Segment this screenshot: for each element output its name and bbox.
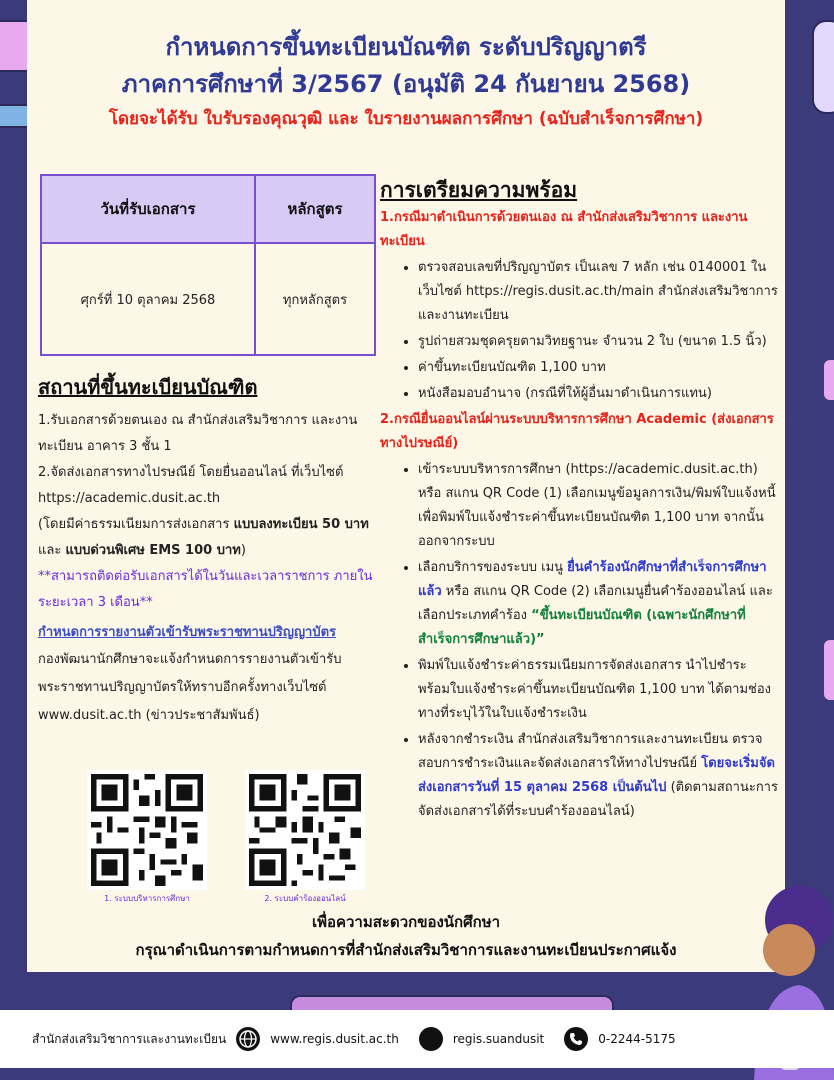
case2-list [380, 458, 778, 824]
item2-b: หรือ สแกน QR Code (2) เลือกเมนูยื่นคำร้องออนไลน์ และเลือกประเภทคำร้อง [418, 584, 773, 623]
list-item [418, 556, 778, 652]
fee-suffix: ) [240, 543, 246, 558]
decor-right-top [812, 20, 834, 114]
fee-registered: แบบลงทะเบียน 50 บาท [233, 517, 369, 532]
footer-line1: เพื่อความสะดวกของนักศึกษา [311, 913, 501, 931]
title-line1: กำหนดการขึ้นทะเบียนบัณฑิต ระดับปริญญาตรี [165, 33, 647, 61]
location-title: สถานที่ขึ้นทะเบียนบัณฑิต [38, 375, 258, 399]
website-link[interactable]: www.regis.dusit.ac.th [270, 1032, 399, 1046]
footer-line2: กรุณาดำเนินการตามกำหนดการที่สำนักส่งเสริมวิชาการและงานทะเบียนประกาศแจ้ง [135, 941, 677, 959]
facebook-icon: f [419, 1027, 443, 1051]
qr-academic [87, 770, 207, 905]
list-item: • หนังสือมอบอำนาจ (กรณีที่ให้ผู้อื่นมาดำเนินการแทน) [418, 382, 778, 406]
item4-b: (ติดตามสถานะการจัดส่งเอกสารได้ที่ระบบคำร้องออนไลน์) [418, 780, 778, 819]
title-line3: โดยจะได้รับ ใบรับรองคุณวุฒิ และ ใบรายงานผลการศึกษา (ฉบับสำเร็จการศึกษา) [108, 109, 704, 129]
list-item: • เข้าระบบบริหารการศึกษา (https://academic.dusit.ac.th) หรือ สแกน QR Code (1) เลือกเมนูข้อมูลการเงิน/พิมพ์ใบแจ้งหนี้ เพื่อพิมพ์ใบแจ้งชำระค่าขึ้นทะเบียนบัณฑิต 1,100 บาท จากนั้นออกจากระบบ [418, 458, 778, 554]
case1-title: 1.กรณีมาดำเนินการด้วยตนเอง ณ สำนักส่งเสริมวิชาการ และงานทะเบียน [380, 210, 748, 249]
item4-date: โดยจะเริ่มจัดส่งเอกสารวันที่ 15 ตุลาคม 2568 เป็นต้นไป [418, 756, 775, 795]
list-item: • พิมพ์ใบแจ้งชำระค่าธรรมเนียมการจัดส่งเอกสาร นำไปชำระพร้อมใบแจ้งชำระค่าขึ้นทะเบียนบัณฑิต 1,100 บาท ได้ตามช่องทางที่ระบุไว้ในใบแจ้งชำระเงิน [418, 654, 778, 726]
location-section [38, 372, 383, 730]
qr-caption-2: 2. ระบบคำร้องออนไลน์ [264, 894, 346, 903]
decor-right-pink-2 [824, 640, 834, 700]
item2-menu: ยื่นคำร้องนักศึกษาที่สำเร็จการศึกษาแล้ว [418, 560, 767, 599]
table-header-date: วันที่รับเอกสาร [41, 175, 255, 243]
list-item: • รูปถ่ายสวมชุดครุยตามวิทยฐานะ จำนวน 2 ใบ (ขนาด 1.5 นิ้ว) [418, 330, 778, 354]
prep-title: การเตรียมความพร้อม [380, 178, 578, 202]
contact-bar [0, 1010, 834, 1068]
location-fee [38, 512, 383, 564]
title-line2: ภาคการศึกษาที่ 3/2567 (อนุมัติ 24 กันยายน 2568) [121, 70, 691, 98]
preparation-section [380, 174, 778, 826]
globe-icon [236, 1027, 260, 1051]
fee-and: และ [38, 543, 66, 558]
announcement-card [27, 0, 785, 972]
footer-note [27, 908, 785, 964]
org-name: สำนักส่งเสริมวิชาการและงานทะเบียน [32, 1031, 227, 1046]
fee-prefix: (โดยมีค่าธรรมเนียมการส่งเอกสาร [38, 517, 234, 532]
decor-mail-icon [0, 104, 30, 128]
item2-a: เลือกบริการของระบบ เมนู [418, 560, 568, 575]
table-header-program: หลักสูตร [255, 175, 375, 243]
qr-caption-1: 1. ระบบบริหารการศึกษา [104, 894, 190, 903]
location-item-1: 1.รับเอกสารด้วยตนเอง ณ สำนักส่งเสริมวิชาการ และงานทะเบียน อาคาร 3 ชั้น 1 [38, 413, 358, 454]
qr-code-2[interactable] [245, 770, 365, 890]
header [27, 30, 785, 134]
case2-title: 2.กรณียื่นออนไลน์ผ่านระบบบริหารการศึกษา Academic (ส่งเอกสารทางไปรษณีย์) [380, 412, 774, 451]
list-item: • ค่าขึ้นทะเบียนบัณฑิต 1,100 บาท [418, 356, 778, 380]
decor-right-pink [824, 360, 834, 400]
item4-a: หลังจากชำระเงิน สำนักส่งเสริมวิชาการและงานทะเบียน ตรวจสอบการชำระเงินและจัดส่งเอกสารให้ทางไปรษณีย์ [418, 732, 763, 771]
phone-icon [564, 1027, 588, 1051]
list-item [418, 728, 778, 824]
facebook-link[interactable]: regis.suandusit [452, 1032, 545, 1046]
table-cell-date: ศุกร์ที่ 10 ตุลาคม 2568 [41, 243, 255, 355]
qr-petition [245, 770, 365, 905]
report-text: กองพัฒนานักศึกษาจะแจ้งกำหนดการรายงานตัวเข้ารับพระราชทานปริญญาบัตรให้ทราบอีกครั้งทางเว็บไซต์ www.dusit.ac.th (ข่าวประชาสัมพันธ์) [38, 652, 342, 723]
table-cell-program: ทุกหลักสูตร [255, 243, 375, 355]
location-item-2: 2.จัดส่งเอกสารทางไปรษณีย์ โดยยื่นออนไลน์ ที่เว็บไซต์ https://academic.dusit.ac.th [38, 465, 344, 506]
qr-code-1[interactable] [87, 770, 207, 890]
schedule-table [40, 174, 376, 356]
item2-type: “ขึ้นทะเบียนบัณฑิต (เฉพาะนักศึกษาที่สำเร็จการศึกษาแล้ว)” [418, 608, 746, 647]
list-item: • ตรวจสอบเลขที่ปริญญาบัตร เป็นเลข 7 หลัก เช่น 0140001 ในเว็บไซต์ https://regis.dusit.ac.th/main สำนักส่งเสริมวิชาการและงานทะเบียน [418, 256, 778, 328]
case1-list [380, 256, 778, 406]
report-title: กำหนดการรายงานตัวเข้ารับพระราชทานปริญญาบัตร [38, 625, 337, 640]
phone-number[interactable]: 0-2244-5175 [598, 1032, 676, 1046]
fee-ems: แบบด่วนพิเศษ EMS 100 บาท [65, 543, 241, 558]
contact-note: **สามารถติดต่อรับเอกสารได้ในวันและเวลาราชการ ภายในระยะเวลา 3 เดือน** [38, 569, 373, 610]
